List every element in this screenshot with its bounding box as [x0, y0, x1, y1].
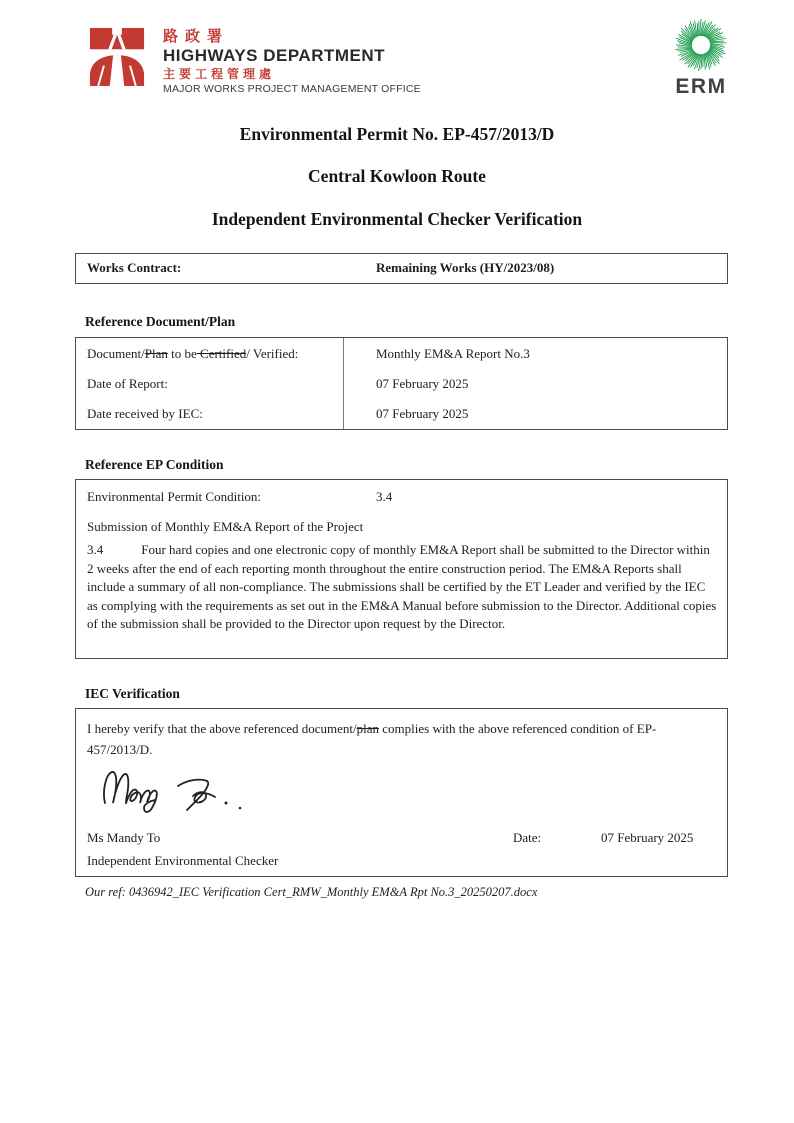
table-row-document	[76, 346, 727, 366]
reference-document-heading: Reference Document/Plan	[85, 314, 236, 329]
reference-ep-condition-heading: Reference EP Condition	[85, 457, 224, 472]
date-value: 07 February 2025	[601, 830, 694, 845]
row-label: Date received by IEC:	[87, 406, 203, 421]
highways-department-header	[163, 28, 421, 96]
erm-wordmark: ERM	[675, 75, 727, 98]
table-row-date-received	[76, 406, 727, 426]
iec-verification-box	[75, 708, 728, 877]
works-contract-box	[75, 253, 728, 284]
our-ref-line: Our ref: 0436942_IEC Verification Cert_RMW_Monthly EM&A Rpt No.3_20250207.docx	[85, 885, 538, 899]
permit-number-title: Environmental Permit No. EP-457/2013/D	[239, 124, 555, 144]
erm-starburst-icon	[672, 16, 730, 74]
works-contract-value: Remaining Works (HY/2023/08)	[376, 260, 555, 275]
date-label: Date:	[513, 830, 542, 845]
row-label: Document/Plan to be Certified/ Verified:	[87, 346, 299, 361]
hyd-chinese-name: 路政署	[163, 28, 230, 45]
signature-mandy-to	[94, 757, 294, 819]
hyd-english-name: HIGHWAYS DEPARTMENT	[163, 46, 386, 65]
ep-condition-value: 3.4	[376, 489, 393, 504]
signatory-title: Independent Environmental Checker	[87, 853, 279, 868]
hyd-english-office: MAJOR WORKS PROJECT MANAGEMENT OFFICE	[163, 83, 421, 95]
project-title: Central Kowloon Route	[308, 166, 486, 186]
hyd-chinese-office: 主要工程管理處	[163, 67, 276, 81]
row-label: Date of Report:	[87, 376, 168, 391]
signature-row	[76, 830, 727, 850]
reference-ep-condition-box	[75, 479, 728, 659]
iec-verification-statement: I hereby verify that the above referenced document/plan complies with the above referenced condition of EP-457/2013/D.	[87, 721, 657, 757]
ep-condition-label: Environmental Permit Condition:	[87, 489, 262, 504]
works-contract-label: Works Contract:	[87, 260, 182, 275]
row-value: Monthly EM&A Report No.3	[376, 346, 530, 361]
row-value: 07 February 2025	[376, 376, 469, 391]
signatory-name: Ms Mandy To	[87, 830, 161, 845]
clause-number: 3.4	[87, 542, 104, 557]
row-value: 07 February 2025	[376, 406, 469, 421]
document-type-title: Independent Environmental Checker Verification	[211, 209, 583, 229]
ep-condition-row	[76, 489, 727, 509]
highways-department-logo-icon	[88, 26, 146, 88]
erm-logo	[646, 16, 756, 99]
ep-condition-subject: Submission of Monthly EM&A Report of the Project	[87, 519, 364, 534]
clause-text: Four hard copies and one electronic copy of monthly EM&A Report shall be submitted to the Director within 2 weeks after the end of each reporting month throughout the entire construction period. The EM&A Reports shall include a summary of all non-compliance. The submissions shall be certified by the ET Leader and verified by the IEC as complying with the requirements as set out in the EM&A Manual before submission to the Director. Additional copies of the submission shall be provided to the Director upon request by the Director.	[87, 542, 717, 632]
iec-verification-heading: IEC Verification	[85, 686, 180, 701]
ep-condition-clause	[87, 541, 719, 634]
table-row-date-of-report	[76, 376, 727, 396]
reference-document-table	[75, 337, 728, 430]
